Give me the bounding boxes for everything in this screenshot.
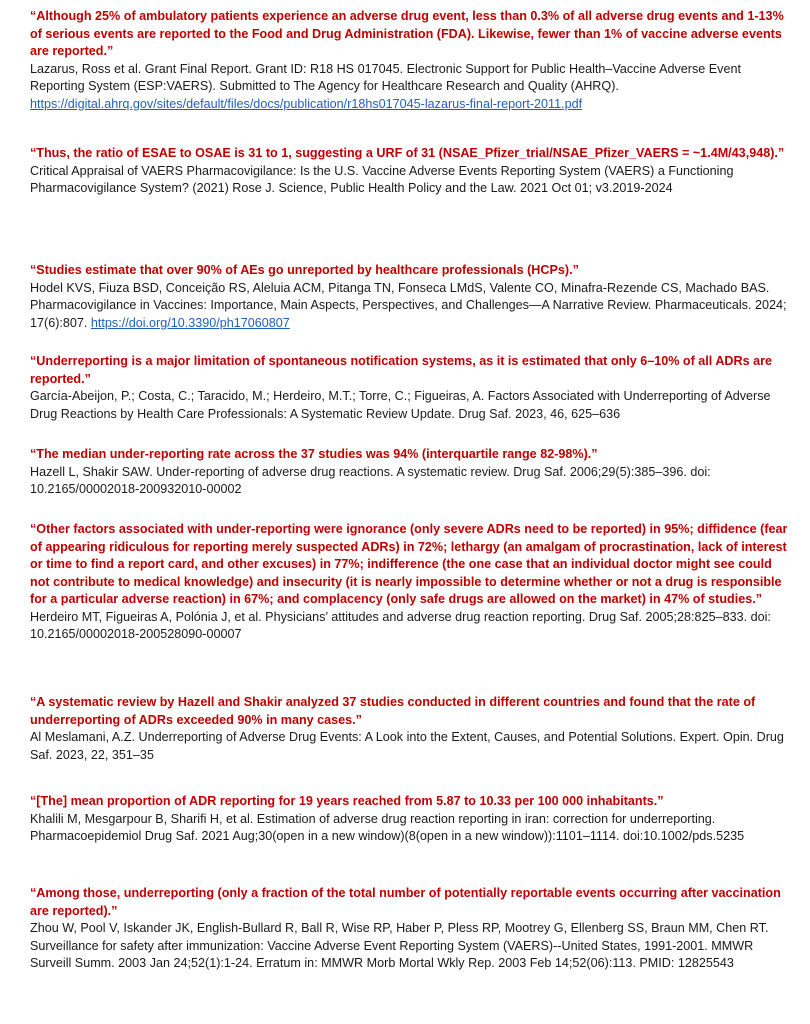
citation-text: Al Meslamani, A.Z. Underreporting of Adverse Drug Events: A Look into the Extent, Causes, and Potential Solutions. Expert. Opin. Drug Saf. 2023, 22, 351–35 <box>30 730 784 762</box>
reference-entry-1 <box>30 8 794 113</box>
citation-text: García-Abeijon, P.; Costa, C.; Taracido, M.; Herdeiro, M.T.; Torre, C.; Figueiras, A. Factors Associated with Underreporting of Adverse Drug Reactions by Health Care Professionals: A Systematic Review Update. Drug Saf. 2023, 46, 625–636 <box>30 389 771 421</box>
quote-text: “Other factors associated with under-reporting were ignorance (only severe ADRs need to be reported) in 95%; diffidence (fear of appearing ridiculous for reporting merely suspected ADRs) in 72%; lethargy (an amalgam of procrastination, lack of interest or time to find a report card, and other excuses) in 77%; indifference (the one case that an individual doctor might see could not contribute to medical knowledge) and insecurity (it is nearly impossible to determine whether or not a drug is responsible for a particular adverse reaction) in 67%; and complacency (only safe drugs are allowed on the market) in 47% of studies.” <box>30 522 788 606</box>
quote-text: “The median under-reporting rate across the 37 studies was 94% (interquartile range 82-98%).” <box>30 447 598 461</box>
quote-text: “Although 25% of ambulatory patients experience an adverse drug event, less than 0.3% of all adverse drug events and 1-13% of serious events are reported to the Food and Drug Administration (FDA). Likewise, fewer than 1% of vaccine adverse events are reported.” <box>30 9 784 58</box>
citation-link[interactable]: https://digital.ahrq.gov/sites/default/files/docs/publication/r18hs017045-lazarus-final-report-2011.pdf <box>30 96 583 111</box>
quote-text: “Underreporting is a major limitation of spontaneous notification systems, as it is estimated that only 6–10% of all ADRs are reported.” <box>30 354 773 386</box>
citation-text: Herdeiro MT, Figueiras A, Polónia J, et al. Physicians’ attitudes and adverse drug reaction reporting. Drug Saf. 2005;28:825–833. doi: 10.2165/00002018-200528090-00007 <box>30 609 771 641</box>
citation-text: Khalili M, Mesgarpour B, Sharifi H, et al. Estimation of adverse drug reaction reporting in iran: correction for underreporting. Pharmacoepidemiol Drug Saf. 2021 Aug;30(open in a new window)(8(open in a new window)):1101–1114. doi:10.1002/pds.5235 <box>30 811 745 843</box>
reference-entry-2 <box>30 145 794 198</box>
reference-entry-9 <box>30 885 794 973</box>
citation-link[interactable]: https://doi.org/10.3390/ph17060807 <box>90 315 290 330</box>
citation-text <box>30 61 794 114</box>
reference-entry-5 <box>30 446 794 499</box>
quote-text: “A systematic review by Hazell and Shakir analyzed 37 studies conducted in different countries and found that the rate of underreporting of ADRs exceeded 90% in many cases.” <box>30 695 756 727</box>
citation-text: Zhou W, Pool V, Iskander JK, English-Bullard R, Ball R, Wise RP, Haber P, Pless RP, Mootrey G, Ellenberg SS, Braun MM, Chen RT. Surveillance for safety after immunization: Vaccine Adverse Event Reporting System (VAERS)--United States, 1991-2001. MMWR Surveill Summ. 2003 Jan 24;52(1):1-24. Erratum in: MMWR Morb Mortal Wkly Rep. 2003 Feb 14;52(06):113. PMID: 12825543 <box>30 921 769 970</box>
reference-entry-6 <box>30 521 794 644</box>
quote-text: “Thus, the ratio of ESAE to OSAE is 31 to 1, suggesting a URF of 31 (NSAE_Pfizer_trial/NSAE_Pfizer_VAERS = ~1.4M/43,948).” <box>30 146 785 160</box>
quote-text: “[The] mean proportion of ADR reporting for 19 years reached from 5.87 to 10.33 per 100 000 inhabitants.” <box>30 794 664 808</box>
citation-text: Hazell L, Shakir SAW. Under-reporting of adverse drug reactions. A systematic review. Drug Saf. 2006;29(5):385–396. doi: 10.2165/00002018-200932010-00002 <box>30 464 711 496</box>
reference-entry-7 <box>30 694 794 764</box>
quote-text: “Studies estimate that over 90% of AEs go unreported by healthcare professionals (HCPs).” <box>30 263 579 277</box>
citation-body: Lazarus, Ross et al. Grant Final Report. Grant ID: R18 HS 017045. Electronic Support for Public Health–Vaccine Adverse Event Reporting System (ESP:VAERS). Submitted to The Agency for Healthcare Research and Quality (AHRQ). <box>30 61 741 93</box>
citation-body: Hodel KVS, Fiuza BSD, Conceição RS, Aleluia ACM, Pitanga TN, Fonseca LMdS, Valente CO, Minafra-Rezende CS, Machado BAS. Pharmacovigilance in Vaccines: Importance, Main Aspects, Perspectives, and Challenges—A Narrative Review. Pharmaceuticals. 2024; 17(6):807. <box>30 280 787 330</box>
reference-entry-4 <box>30 353 794 423</box>
reference-entry-8 <box>30 793 794 846</box>
citation-text <box>30 280 794 333</box>
quote-text: “Among those, underreporting (only a fraction of the total number of potentially reportable events occurring after vaccination are reported).” <box>30 886 781 918</box>
citation-text: Critical Appraisal of VAERS Pharmacovigilance: Is the U.S. Vaccine Adverse Events Reporting System (VAERS) a Functioning Pharmacovigilance System? (2021) Rose J. Science, Public Health Policy and the Law. 2021 Oct 01; v3.2019-2024 <box>30 163 734 195</box>
reference-entry-3 <box>30 262 794 332</box>
